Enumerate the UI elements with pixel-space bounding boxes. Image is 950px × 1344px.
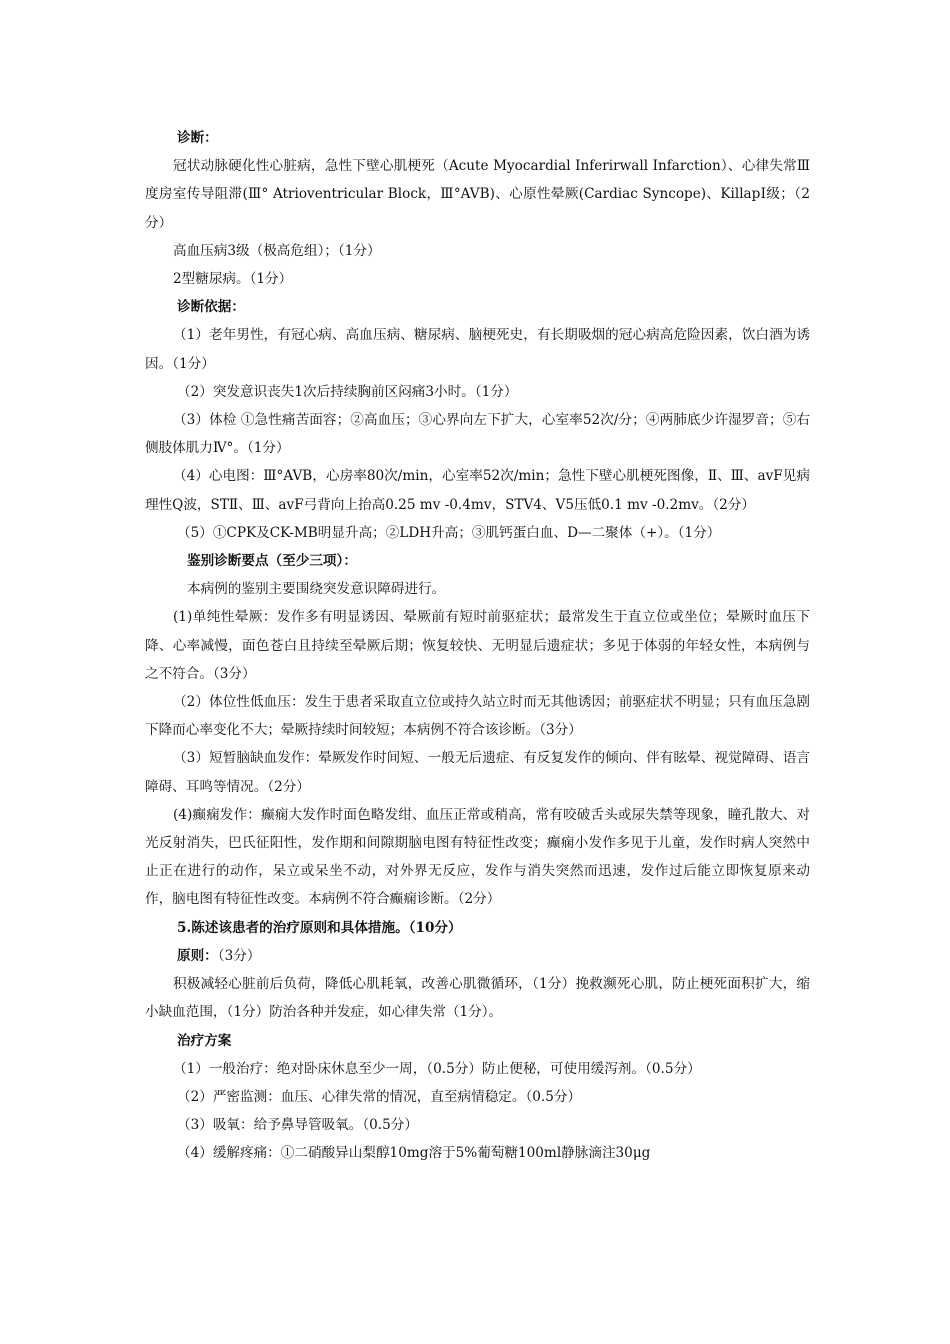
treatment-4: （4）缓解疼痛：①二硝酸异山梨醇10mg溶于5%葡萄糖100ml静脉滴注30μg <box>177 1145 651 1162</box>
differential-intro: 本病例的鉴别主要围绕突发意识障碍进行。 <box>187 581 446 598</box>
heading-diagnosis-basis: 诊断依据： <box>177 299 245 316</box>
differential-1: (1)单纯性晕厥：发作多有明显诱因、晕厥前有短时前驱症状；最常发生于直立位或坐位；晕厥时血压下降、心率减慢，面色苍白且持续至晕厥后期；恢复较快、无明显后遗症状；多见于体弱的年轻女性，本病例与之不符合。（3分） <box>145 609 810 682</box>
heading-question-5: 5.陈述该患者的治疗原则和具体措施。（10分） <box>177 919 462 936</box>
diagnosis-3: 2型糖尿病。（1分） <box>173 271 293 288</box>
basis-2: （2）突发意识丧失1次后持续胸前区闷痛3小时。（1分） <box>177 383 518 400</box>
document-page <box>145 124 810 1168</box>
basis-4: （4）心电图：Ⅲ°AVB，心房率80次/min，心室率52次/min；急性下壁心肌梗死图像，Ⅱ、Ⅲ、avF见病理性Q波，STⅡ、Ⅲ、avF弓背向上抬高0.25 mv -0.4mv，STV4、V5压低0.1 mv -0.2mv。（2分） <box>145 468 810 513</box>
basis-3: （3）体检 ①急性痛苦面容；②高血压；③心界向左下扩大，心室率52次/分；④两肺底少许湿罗音；⑤右侧肢体肌力Ⅳ°。（1分） <box>145 412 810 457</box>
heading-treatment-plan: 治疗方案 <box>177 1032 232 1049</box>
treatment-3: （3）吸氧：给予鼻导管吸氧。（0.5分） <box>177 1117 418 1134</box>
treatment-1: （1）一般治疗：绝对卧床休息至少一周，（0.5分）防止便秘，可使用缓泻剂。（0.5分） <box>173 1060 701 1077</box>
differential-4: (4)癫痫发作：癫痫大发作时面色略发绀、血压正常或稍高，常有咬破舌头或尿失禁等现象，瞳孔散大、对光反射消失，巴氏征阳性，发作期和间隙期脑电图有特征性改变；癫痫小发作多见于儿童，发作时病人突然中止正在进行的动作，呆立或呆坐不动，对外界无反应，发作与消失突然而迅速，发作过后能立即恢复原来动作，脑电图有特征性改变。本病例不符合癫痫诊断。（2分） <box>145 806 810 908</box>
differential-2: （2）体位性低血压：发生于患者采取直立位或持久站立时而无其他诱因；前驱症状不明显；只有血压急剧下降而心率变化不大；晕厥持续时间较短；本病例不符合该诊断。（3分） <box>145 694 810 739</box>
heading-diagnosis: 诊断： <box>177 130 218 146</box>
principle-text: 积极减轻心脏前后负荷，降低心肌耗氧，改善心肌微循环，（1分）挽救濒死心肌，防止梗死面积扩大，缩小缺血范围，（1分）防治各种并发症，如心律失常（1分）。 <box>145 976 810 1021</box>
principle-score: （3分） <box>217 947 261 964</box>
differential-3: （3）短暂脑缺血发作：晕厥发作时间短、一般无后遗症、有反复发作的倾向、伴有眩晕、视觉障碍、语言障碍、耳鸣等情况。（2分） <box>145 750 810 795</box>
heading-differential: 鉴别诊断要点（至少三项）： <box>187 553 357 570</box>
basis-5: （5）①CPK及CK-MB明显升高；②LDH升高；③肌钙蛋白血、D—二聚体（+）。（1分） <box>177 524 721 541</box>
basis-1: （1）老年男性，有冠心病、高血压病、糖尿病、脑梗死史，有长期吸烟的冠心病高危险因素，饮白酒为诱因。（1分） <box>145 327 810 372</box>
diagnosis-1: 冠状动脉硬化性心脏病，急性下壁心肌梗死（Acute Myocardial Inferirwall Infarction）、心律失常Ⅲ度房室传导阻滞(Ⅲ° Atrioventricular Block，Ⅲ°AVB)、心原性晕厥(Cardiac Syncope)、KillapⅠ级；（2分） <box>145 158 810 231</box>
principle-line <box>145 942 810 970</box>
diagnosis-2: 高血压病3级（极高危组）；（1分） <box>173 242 381 259</box>
treatment-2: （2）严密监测：血压、心律失常的情况，直至病情稳定。（0.5分） <box>177 1088 582 1105</box>
heading-principle: 原则： <box>177 947 218 964</box>
